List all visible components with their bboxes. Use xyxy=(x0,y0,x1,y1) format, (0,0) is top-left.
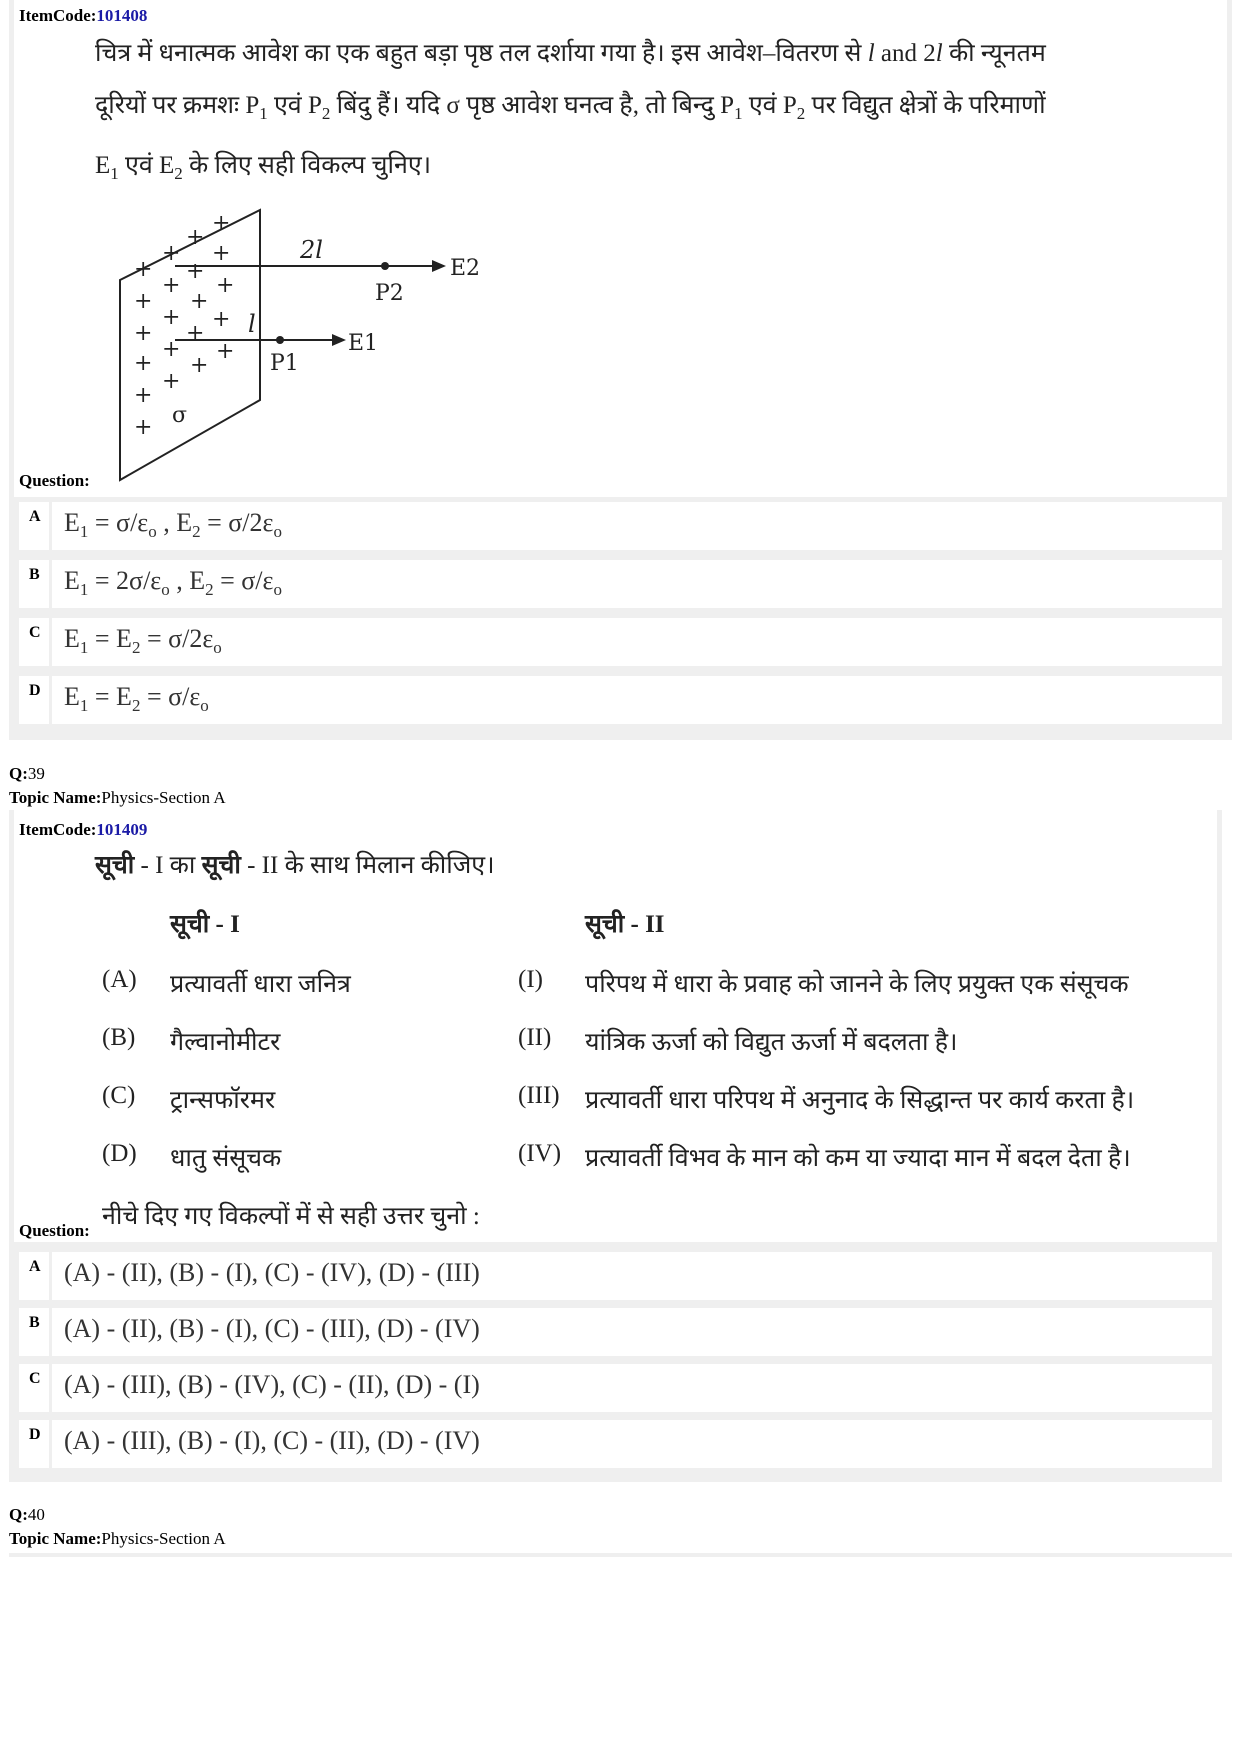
list-2-text: प्रत्यावर्ती धारा परिपथ में अनुनाद के सिद्धान्त पर कार्य करता है। xyxy=(585,1087,1135,1114)
list-2-label: (III) xyxy=(518,1082,560,1109)
svg-text:+: + xyxy=(186,259,205,284)
question-label: Question: xyxy=(19,471,90,490)
list-2-label: (II) xyxy=(518,1024,552,1051)
question-39-stem: सूची - I का सूची - II के साथ मिलान कीजिए। xyxy=(95,852,495,879)
svg-text:+: + xyxy=(186,225,205,250)
option-d-text: $E_1 = E_2 = \sigma/\varepsilon_o$ xyxy=(64,682,209,715)
svg-text:+: + xyxy=(212,307,231,332)
stem-line-3: $E_1$ एवं $E_2$ के लिए सही विकल्प चुनिए। xyxy=(95,152,432,183)
topic-name: Topic Name:Physics-Section A xyxy=(9,1529,226,1548)
question-number: Q:39 xyxy=(9,764,45,783)
svg-text:+: + xyxy=(216,273,235,298)
svg-text:+: + xyxy=(162,369,181,394)
svg-text:+: + xyxy=(162,241,181,266)
list-2-text: यांत्रिक ऊर्जा को विद्युत ऊर्जा में बदलता है। xyxy=(585,1029,958,1056)
option-d[interactable]: D (A) - (III), (B) - (I), (C) - (II), (D) - (IV) xyxy=(19,1420,1212,1468)
option-a[interactable]: A $E_1 = \sigma/\varepsilon_o$ , $E_2 = \sigma/2\varepsilon_o$ xyxy=(19,502,1222,550)
charged-plane-figure xyxy=(100,200,520,485)
label-l: l xyxy=(248,310,256,338)
instruction-text: नीचे दिए गए विकल्पों में से सही उत्तर चुनो : xyxy=(102,1203,480,1230)
item-code: ItemCode:101408 xyxy=(19,6,148,25)
list-2-label: (I) xyxy=(518,966,543,993)
list-2-text: प्रत्यावर्ती विभव के मान को कम या ज्यादा मान में बदल देता है। xyxy=(585,1145,1131,1172)
svg-text:+: + xyxy=(216,339,235,364)
option-c-text: (A) - (III), (B) - (IV), (C) - (II), (D) - (I) xyxy=(64,1370,480,1399)
option-b-text: (A) - (II), (B) - (I), (C) - (III), (D) - (IV) xyxy=(64,1314,480,1343)
option-d-text: (A) - (III), (B) - (I), (C) - (II), (D) - (IV) xyxy=(64,1426,480,1455)
option-a-text: $E_1 = \sigma/\varepsilon_o$ , $E_2 = \sigma/2\varepsilon_o$ xyxy=(64,508,282,541)
list-2-label: (IV) xyxy=(518,1140,562,1167)
sigma-label: σ xyxy=(172,403,188,428)
svg-text:+: + xyxy=(134,289,153,314)
list-1-text: गैल्वानोमीटर xyxy=(170,1029,281,1056)
stem-line-1: चित्र में धनात्मक आवेश का एक बहुत बड़ा पृष्ठ तल दर्शाया गया है। इस आवेश–वितरण से l and 2l की न्यूनतम xyxy=(95,40,1046,67)
point-P1 xyxy=(276,336,284,344)
point-P2 xyxy=(381,262,389,270)
svg-text:+: + xyxy=(134,321,153,346)
option-d[interactable]: D $E_1 = E_2 = \sigma/\varepsilon_o$ xyxy=(19,676,1222,724)
label-E1: E1 xyxy=(348,331,379,356)
stem-line-2: दूरियों पर क्रमशः $P_1$ एवं $P_2$ बिंदु हैं। यदि σ पृष्ठ आवेश घनत्व है, तो बिन्दु $P_1$ एवं $P_2$ पर विद्युत क्षेत्रों के परिमाणों xyxy=(95,92,1046,123)
option-c[interactable]: C (A) - (III), (B) - (IV), (C) - (II), (D) - (I) xyxy=(19,1364,1212,1412)
list-1-label: (C) xyxy=(102,1082,136,1109)
label-E2: E2 xyxy=(450,256,481,281)
arrowhead-E2 xyxy=(432,260,446,272)
svg-text:+: + xyxy=(162,337,181,362)
svg-text:+: + xyxy=(162,305,181,330)
option-b[interactable]: B (A) - (II), (B) - (I), (C) - (III), (D) - (IV) xyxy=(19,1308,1212,1356)
svg-text:+: + xyxy=(212,211,231,236)
label-2l: 2l xyxy=(300,236,323,264)
item-code: ItemCode:101409 xyxy=(19,820,148,839)
svg-text:+: + xyxy=(186,321,205,346)
svg-text:+: + xyxy=(190,353,209,378)
option-a[interactable]: A (A) - (II), (B) - (I), (C) - (IV), (D) - (III) xyxy=(19,1252,1212,1300)
option-c[interactable]: C $E_1 = E_2 = \sigma/2\varepsilon_o$ xyxy=(19,618,1222,666)
list-1-text: धातु संसूचक xyxy=(170,1145,282,1172)
question-number: Q:40 xyxy=(9,1505,45,1524)
option-b[interactable]: B $E_1 = 2\sigma/\varepsilon_o$ , $E_2 = \sigma/\varepsilon_o$ xyxy=(19,560,1222,608)
divider xyxy=(9,1553,1232,1557)
svg-text:+: + xyxy=(134,257,153,282)
option-a-text: (A) - (II), (B) - (I), (C) - (IV), (D) - (III) xyxy=(64,1258,480,1287)
list-1-text: प्रत्यावर्ती धारा जनित्र xyxy=(170,971,351,998)
list-1-label: (B) xyxy=(102,1024,136,1051)
svg-text:+: + xyxy=(190,289,209,314)
list-1-label: (D) xyxy=(102,1140,137,1167)
svg-text:+: + xyxy=(162,273,181,298)
list-1-label: (A) xyxy=(102,966,137,993)
option-b-text: $E_1 = 2\sigma/\varepsilon_o$ , $E_2 = \sigma/\varepsilon_o$ xyxy=(64,566,282,599)
question-label: Question: xyxy=(19,1221,90,1240)
option-c-text: $E_1 = E_2 = \sigma/2\varepsilon_o$ xyxy=(64,624,222,657)
list-1-header: सूची - I xyxy=(170,911,240,938)
label-P1: P1 xyxy=(270,351,299,376)
list-2-text: परिपथ में धारा के प्रवाह को जानने के लिए प्रयुक्त एक संसूचक xyxy=(585,971,1129,998)
svg-text:+: + xyxy=(212,241,231,266)
list-1-text: ट्रान्सफॉरमर xyxy=(170,1087,276,1114)
question-38-stem xyxy=(95,28,1225,200)
topic-name: Topic Name:Physics-Section A xyxy=(9,788,226,807)
arrowhead-E1 xyxy=(332,334,346,346)
svg-text:+: + xyxy=(134,383,153,408)
label-P2: P2 xyxy=(375,281,404,306)
svg-text:+: + xyxy=(134,351,153,376)
svg-text:+: + xyxy=(134,415,153,440)
list-2-header: सूची - II xyxy=(585,911,665,938)
